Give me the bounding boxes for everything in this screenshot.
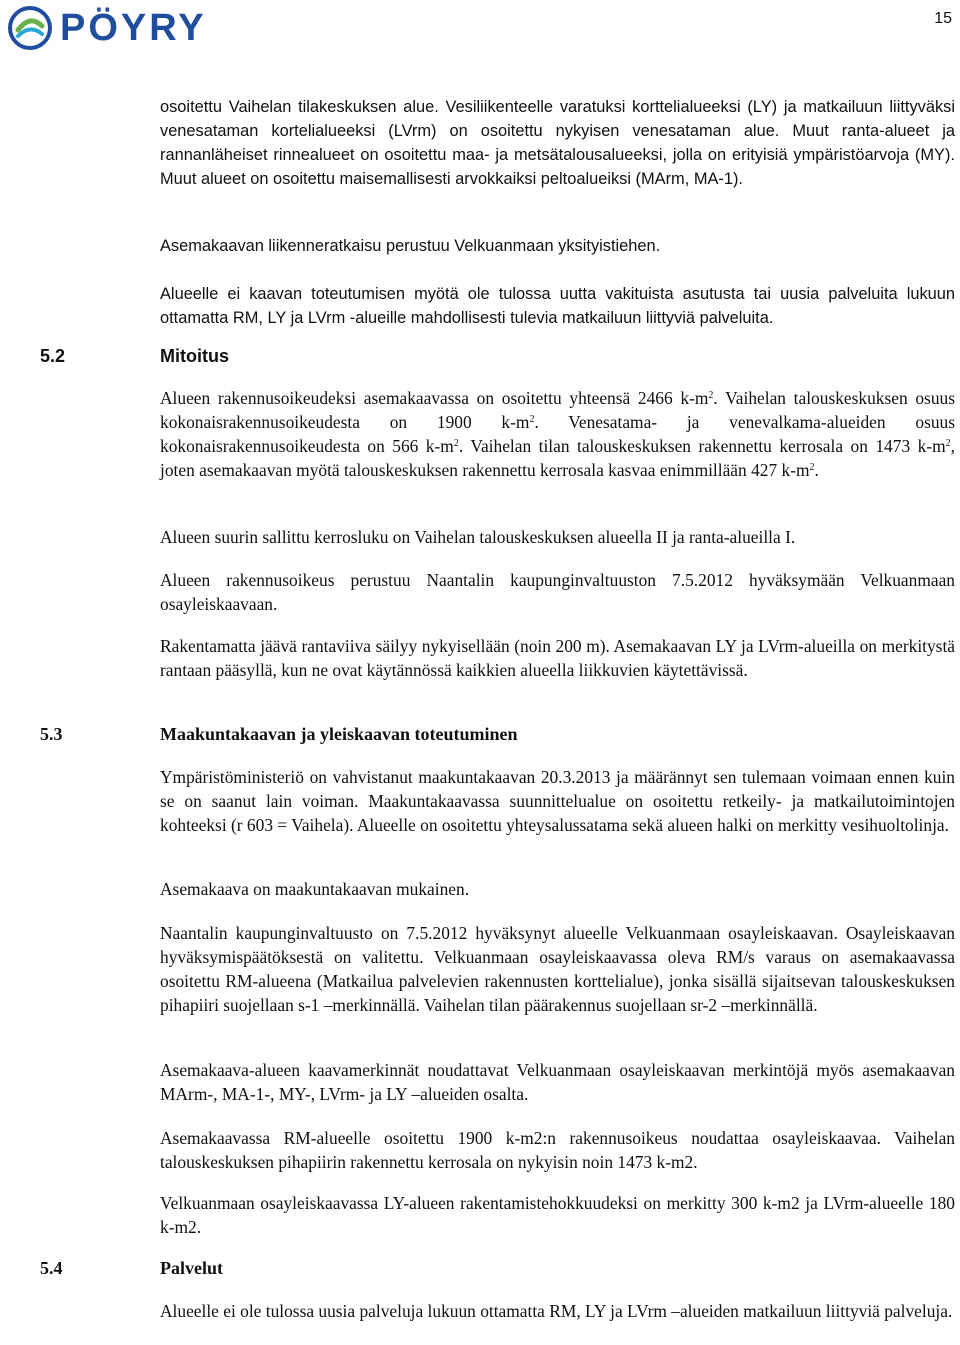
section-title: Mitoitus [160, 346, 229, 366]
section-number: 5.3 [40, 724, 63, 744]
section-title: Palvelut [160, 1258, 223, 1278]
paragraph-shoreline: Rakentamatta jäävä rantaviiva säilyy nykyisellään (noin 200 m). Asemakaavan LY ja LVrm-alueilla on merkitystä rantaan pääsyllä, kun ne ovat käytännössä kaikkien alueella liikkuvien käytettävissä. [160, 636, 955, 680]
section-title: Maakuntakaavan ja yleiskaavan toteutuminen [160, 724, 518, 744]
poyry-logo-mark-icon [8, 6, 52, 50]
section-heading-5-3 [40, 722, 518, 746]
section-number: 5.2 [40, 346, 66, 366]
paragraph-regional-plan: Ympäristöministeriö on vahvistanut maakuntakaavan 20.3.2013 ja määrännyt sen tulemaan voimaan ennen kuin se on saanut lain voiman. Maakuntakaavassa suunnittelualue on osoitettu retkeily- ja matkailutoimintojen kohteeksi (r 603 = Vaihela). Alueelle on osoitettu yhteysalussatama sekä alueen halki on merkitty vesihuoltolinja. [160, 767, 955, 835]
paragraph-services-note: Alueelle ei kaavan toteutumisen myötä ole tulossa uutta vakituista asutusta tai uusia palveluita lukuun ottamatta RM, LY ja LVrm -alueille mahdollisesti tulevia matkailuun liittyviä palveluita. [160, 285, 955, 327]
page-header [0, 0, 960, 60]
paragraph-plan-conformity: Asemakaava on maakuntakaavan mukainen. [160, 879, 470, 899]
paragraph-efficiency: Velkuanmaan osayleiskaavassa LY-alueen rakentamistehokkuudeksi on merkitty 300 k-m2 ja LVrm-alueelle 180 k-m2. [160, 1193, 955, 1237]
logo-text: PÖYRY [60, 7, 207, 49]
paragraph-traffic: Asemakaavan liikenneratkaisu perustuu Velkuanmaan yksityistiehen. [160, 237, 661, 255]
page-number: 15 [934, 10, 952, 27]
paragraph-building-rights: Alueen rakennusoikeudeksi asemakaavassa on osoitettu yhteensä 2466 $k-m^2$. Vaihelan talouskeskuksen osuus kokonaisrakennusoikeudesta on 1900 $k-m^2$. Venesatama- ja venevalkama-alueiden osuus kokonaisrakennusoikeudesta on 566 $k-m^2$. Vaihelan tilan talouskeskuksen rakennettu kerrosala on 1473 $k-m^2$, joten asemakaavan myötä talouskeskuksen rakennettu kerrosala kasvaa enimmillään 427 $k-m^2$. [160, 388, 955, 480]
section-heading-5-4 [40, 1256, 223, 1280]
paragraph-rm-area: Asemakaavassa RM-alueelle osoitettu 1900 k-m2:n rakennusoikeus noudattaa osayleiskaavaa. Vaihelan talouskeskuksen pihapiirin rakennettu kerrosala on nykyisin noin 1473 k-m2. [160, 1128, 955, 1172]
paragraph-zoning-areas: osoitettu Vaihelan tilakeskuksen alue. Vesiliikenteelle varatuksi korttelialueeksi (LY) ja matkailuun liittyväksi venesataman kortelialueeksi (LVrm) on osoitettu nykyisen venesataman alue. Muut ranta-alueet ja rannanläheiset rinnealueet on osoitettu maa- ja metsätalousalueeksi, jolla on erityisiä ympäristöarvoja (MY). Muut alueet on osoitettu maisemallisesti arvokkaiksi peltoalueiksi (MArm, MA-1). [160, 98, 955, 188]
section-heading-5-2 [40, 344, 229, 368]
paragraph-council-decision: Alueen rakennusoikeus perustuu Naantalin kaupunginvaltuuston 7.5.2012 hyväksymään Velkuanmaan osayleiskaavaan. [160, 570, 955, 614]
paragraph-services: Alueelle ei ole tulossa uusia palveluja lukuun ottamatta RM, LY ja LVrm –alueiden matkailuun liittyviä palveluja. [160, 1301, 953, 1321]
poyry-logo [8, 6, 207, 50]
paragraph-floor-count: Alueen suurin sallittu kerrosluku on Vaihelan talouskeskuksen alueella II ja ranta-alueilla I. [160, 527, 796, 547]
paragraph-plan-markings: Asemakaava-alueen kaavamerkinnät noudattavat Velkuanmaan osayleiskaavan merkintöjä myös asemakaavan MArm-, MA-1-, MY-, LVrm- ja LY –alueiden osalta. [160, 1060, 955, 1104]
section-number: 5.4 [40, 1258, 63, 1278]
paragraph-master-plan: Naantalin kaupunginvaltuusto on 7.5.2012 hyväksynyt alueelle Velkuanmaan osayleiskaavan. Osayleiskaavan hyväksymispäätöksestä on valitettu. Velkuanmaan osayleiskaavassa oleva RM/s varaus on asemakaavassa osoitettu RM-alueena (Matkailua palvelevien rakennusten korttelialue), jonka sisällä sijaitsevan talouskeskuksen pihapiiri suojellaan s-1 –merkinnällä. Vaihelan tilan päärakennus suojellaan sr-2 –merkinnällä. [160, 923, 955, 1015]
